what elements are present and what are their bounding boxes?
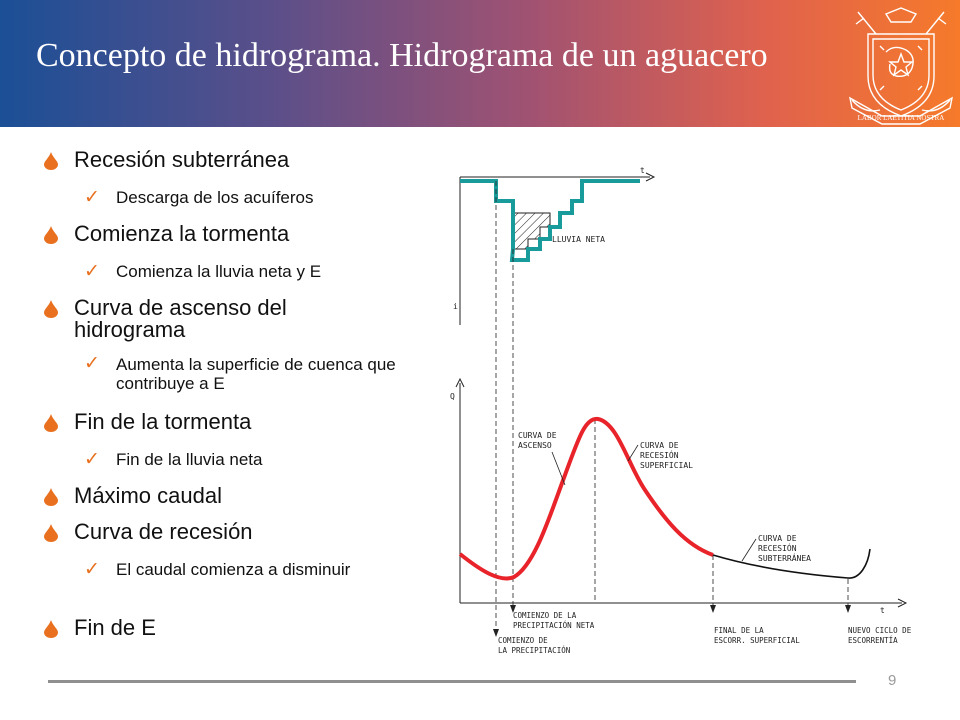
label-curva-ascenso xyxy=(518,431,565,485)
sub-bullet-text: Aumenta la superficie de cuenca que contribuye a E xyxy=(116,355,396,393)
footer-divider xyxy=(48,680,856,683)
bullet-text: Curva de recesión xyxy=(74,519,253,544)
sub-bullet-text: Comienza la lluvia neta y E xyxy=(116,262,322,281)
bullet-text: Máximo caudal xyxy=(74,483,222,508)
hydrograph xyxy=(450,181,912,655)
bullet-text: Recesión subterránea xyxy=(74,147,290,172)
label-text: SUPERFICIAL xyxy=(640,461,693,470)
label-text: LA PRECIPITACIÓN xyxy=(498,646,571,655)
guide-arrow-icon xyxy=(710,605,716,613)
q-label: Q xyxy=(450,392,455,401)
drop-bullet-icon xyxy=(44,620,58,638)
drop-bullet-icon xyxy=(44,488,58,506)
label-text: CURVA DE xyxy=(758,534,797,543)
check-bullet-icon: ✓ xyxy=(84,187,100,208)
t-label: t xyxy=(880,606,885,615)
check-bullet-icon: ✓ xyxy=(84,261,100,282)
title-bar xyxy=(0,0,960,127)
hyetograph xyxy=(453,166,654,325)
lluvia-neta-label: LLUVIA NETA xyxy=(552,235,605,244)
leader-line xyxy=(628,445,638,461)
label-comienzo-precipitacion xyxy=(498,636,570,655)
slide-title: Concepto de hidrograma. Hidrograma de un aguacero xyxy=(36,37,768,74)
hyetograph-t-label: t xyxy=(640,166,645,175)
label-recesion-superficial xyxy=(628,441,693,470)
label-final-escorrentia xyxy=(714,626,800,645)
check-bullet-icon: ✓ xyxy=(84,559,100,580)
leader-line xyxy=(742,539,756,561)
guide-arrow-icon xyxy=(845,605,851,613)
check-bullet-icon: ✓ xyxy=(84,449,100,470)
bullet-text: Fin de la tormenta xyxy=(74,409,252,434)
sub-bullet-text: El caudal comienza a disminuir xyxy=(116,560,351,579)
crest-motto: LABOR LAETITIA NOSTRA xyxy=(857,114,945,122)
label-text: FINAL DE LA xyxy=(714,626,764,635)
drop-bullet-icon xyxy=(44,524,58,542)
label-text: SUBTERRÁNEA xyxy=(758,554,811,563)
sub-bullet-text: Descarga de los acuíferos xyxy=(116,188,314,207)
hydrograph-diagram xyxy=(440,155,930,665)
label-nuevo-ciclo xyxy=(848,626,912,645)
bullet-text: Comienza la tormenta xyxy=(74,221,290,246)
bullet-text: Curva de ascenso del hidrograma xyxy=(74,295,287,342)
label-text: COMIENZO DE LA xyxy=(513,611,577,620)
label-text: ESCORRENTÍA xyxy=(848,636,898,645)
label-text: ASCENSO xyxy=(518,441,552,450)
label-comienzo-precipitacion-neta xyxy=(513,611,595,630)
check-bullet-icon: ✓ xyxy=(84,353,100,374)
net-rain-hatch xyxy=(513,213,550,249)
hyetograph-i-label: i xyxy=(453,302,458,311)
label-recesion-subterranea xyxy=(742,534,811,563)
label-text: COMIENZO DE xyxy=(498,636,548,645)
drop-bullet-icon xyxy=(44,152,58,170)
drop-bullet-icon xyxy=(44,414,58,432)
label-text: NUEVO CICLO DE xyxy=(848,626,912,635)
label-text: ESCORR. SUPERFICIAL xyxy=(714,636,800,645)
university-crest-icon xyxy=(846,4,956,126)
drop-bullet-icon xyxy=(44,300,58,318)
drop-bullet-icon xyxy=(44,226,58,244)
label-text: RECESIÓN xyxy=(758,544,797,553)
label-text: RECESIÓN xyxy=(640,451,679,460)
label-text: PRECIPITACIÓN NETA xyxy=(513,621,595,630)
bullet-text: Fin de E xyxy=(74,615,156,640)
label-text: CURVA DE xyxy=(518,431,557,440)
sub-bullet-text: Fin de la lluvia neta xyxy=(116,450,263,469)
leader-line xyxy=(552,452,565,485)
label-text: CURVA DE xyxy=(640,441,679,450)
page-number: 9 xyxy=(888,672,897,689)
